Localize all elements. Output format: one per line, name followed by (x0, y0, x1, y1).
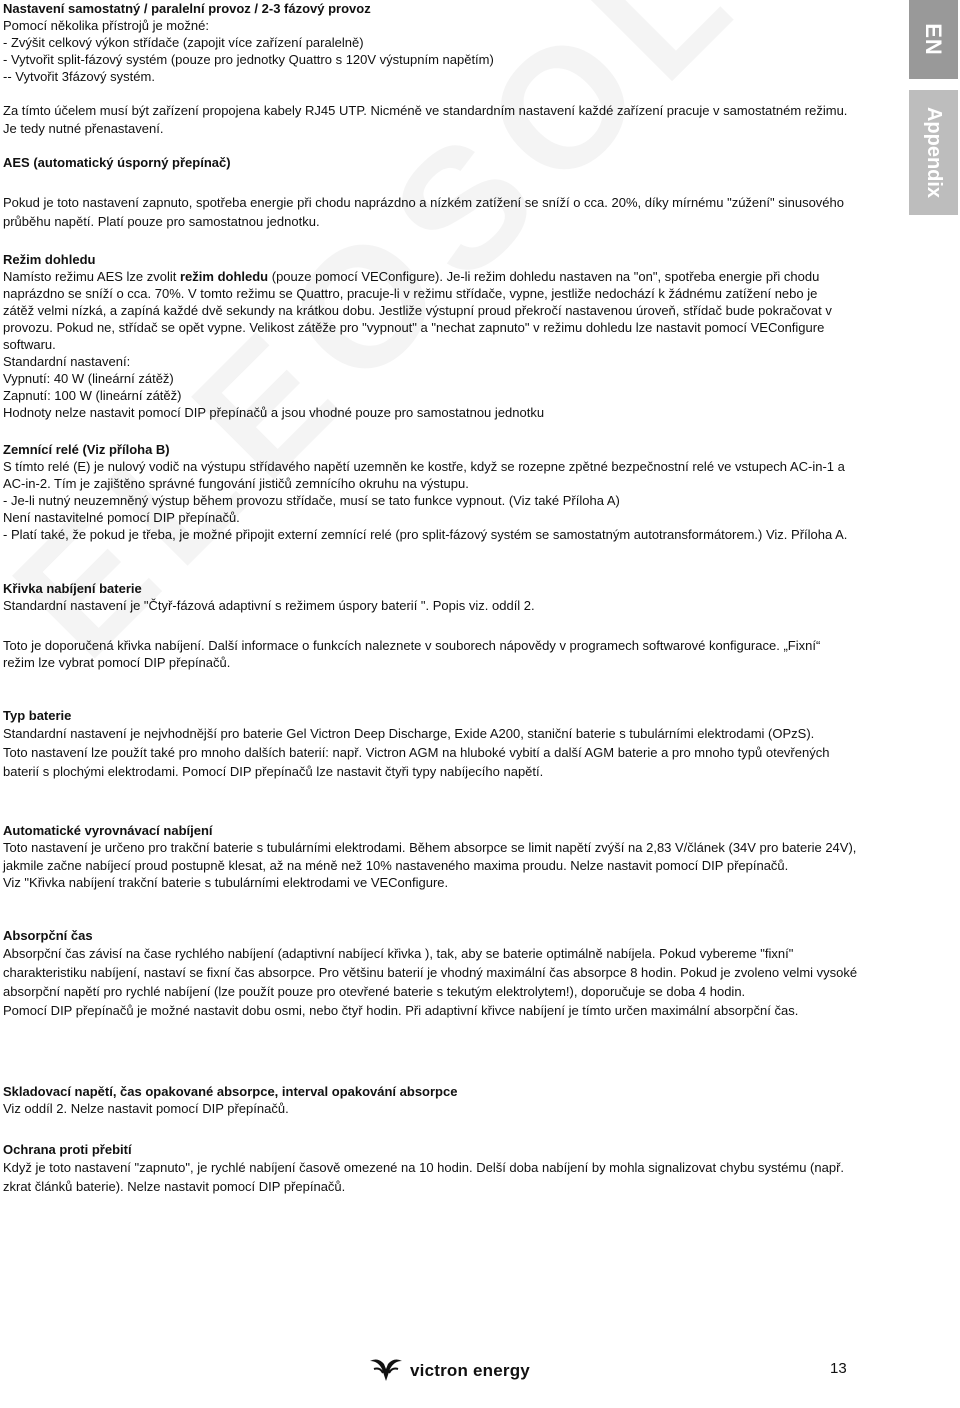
section-title: Absorpční čas (3, 928, 93, 943)
paragraph (3, 193, 848, 231)
text-run: Namísto režimu AES lze zvolit (3, 269, 180, 284)
section-title: Režim dohledu (3, 252, 96, 267)
section-battery-type (3, 707, 848, 724)
brand-name: victron energy (410, 1360, 530, 1380)
paragraph (3, 637, 833, 671)
paragraph-text: Není nastavitelné pomocí DIP přepínačů. (3, 510, 240, 525)
section-title: Nastavení samostatný / paralelní provoz / 2-3 fázový provoz (3, 1, 371, 16)
paragraph (3, 839, 858, 892)
paragraph (3, 944, 863, 1020)
text-line: - Zvýšit celkový výkon střídače (zapojit více zařízení paralelně) (3, 35, 364, 50)
text-line: - Vytvořit split-fázový systém (pouze pro jednotky Quattro s 120V výstupním napětím) (3, 52, 494, 67)
text-line: Zapnutí: 100 W (lineární zátěž) (3, 388, 182, 403)
paragraph-text: Toto je doporučená křivka nabíjení. Další informace o funkcích naleznete v souborech nápovědy v programech softwarové konfigurace. „Fixní“ režim lze vybrat pomocí DIP přepínačů. (3, 638, 821, 670)
section-equalization (3, 822, 848, 839)
paragraph-text: - Platí také, že pokud je třeba, je možné připojit externí zemnící relé (pro split-fázový systém se samostatným autotransformátorem.) Viz. Příloha A. (3, 527, 848, 542)
paragraph-text (3, 268, 843, 353)
paragraph-text: Když je toto nastavení "zapnuto", je rychlé nabíjení časově omezené na 10 hodin. Delší doba nabíjení by mohla signalizovat chybu systému (např. zkrat článků baterie). Nelze nastavit pomocí DIP přepínačů. (3, 1160, 845, 1194)
tab-en: EN (909, 0, 958, 79)
page-number: 13 (830, 1360, 847, 1377)
text-run-bold: režim dohledu (180, 269, 269, 284)
paragraph-text: Standardní nastavení je "Čtyř-fázová adaptivní s režimem úspory baterií ". Popis viz. oddíl 2. (3, 598, 535, 613)
text-line: Standardní nastavení: (3, 354, 131, 369)
section-title: Typ baterie (3, 708, 72, 723)
tab-appendix: Appendix (909, 90, 958, 215)
text-line: Pomocí několika přístrojů je možné: (3, 18, 209, 33)
paragraph (3, 724, 833, 781)
text-line: -- Vytvořit 3fázový systém. (3, 69, 155, 84)
paragraph-text: Pokud je toto nastavení zapnuto, spotřeba energie při chodu naprázdno a nízkém zatížení se sníží o cca. 20%, díky mírnému "zúžení" sinusového průběhu napětí. Platí pouze pro samostatnou jednotku. (3, 195, 844, 229)
paragraph-text: Pomocí DIP přepínačů je možné nastavit dobu osmi, nebo čtyř hodin. Při adaptivní křivce nabíjení je tímto určen maximální absorpční čas. (3, 1003, 799, 1018)
victron-logo-icon (368, 1355, 404, 1385)
section-title: AES (automatický úsporný přepínač) (3, 155, 231, 170)
section-title: Automatické vyrovnávací nabíjení (3, 823, 213, 838)
paragraph-text: Za tímto účelem musí být zařízení propojena kabely RJ45 UTP. Nicméně ve standardním nastavení každé zařízení pracuje v samostatném režimu. Je tedy nutné přenastavení. (3, 103, 848, 136)
paragraph-text: S tímto relé (E) je nulový vodič na výstupu střídavého napětí uzemněn ke kostře, když se rozepne zpětné bezpečnostní relé ve vstupech AC-in-1 a AC-in-2. Tím je zajištěno správné fungování jističů zemnícího okruhu na výstupu. (3, 459, 845, 491)
paragraph-text: Standardní nastavení je nejvhodnější pro baterie Gel Victron Deep Discharge, Exide A200, staniční baterie s tubulárními elektrodami (OPzS). Toto nastavení lze použít také pro mnoho dalších baterií: např. Victron AGM na hluboké vybití a další AGM baterie a pro mnoho typů otevřených baterií s plochými elektrodami. Pomocí DIP přepínačů lze nastavit čtyři typy nabíjecího napětí. (3, 726, 830, 779)
section-ground-relay (3, 441, 853, 543)
section-title: Skladovací napětí, čas opakované absorpce, interval opakování absorpce (3, 1084, 458, 1099)
paragraph-text: Viz oddíl 2. Nelze nastavit pomocí DIP přepínačů. (3, 1101, 289, 1116)
text-run: (pouze pomocí VEConfigure). Je-li režim dohledu nastaven na "on", spotřeba energie při chodu naprázdno se sníží o cca. 70%. V tomto režimu se Quattro, pracuje-li v režimu střídače, vypne, jestliže nedochází k žádnému zatížení nebo je zátěž velmi nízká, a zapíná každé dvě sekundy na krátkou dobu. Jestliže výstupní proud překročí nastavenou úroveň, střídač bude pokračovat v provozu. Pokud ne, střídač se opět vypne. Velikost zátěže pro "vypnout" a "nechat zapnuto" v režimu dohledu lze nastavit pomocí VEConfigure softwaru. (3, 269, 832, 352)
section-title: Zemnící relé (Viz příloha B) (3, 442, 170, 457)
text-line: Vypnutí: 40 W (lineární zátěž) (3, 371, 174, 386)
section-title: Ochrana proti přebití (3, 1142, 132, 1157)
paragraph-text: - Je-li nutný neuzemněný výstup během provozu střídače, musí se tato funkce vypnout. (Viz také Příloha A) (3, 493, 620, 508)
section-search-mode (3, 251, 843, 421)
section-standalone-parallel (3, 0, 848, 85)
paragraph-text: Absorpční čas závisí na čase rychlého nabíjení (adaptivní nabíjecí křivka ), tak, aby se baterie optimálně nabíjela. Pokud vybereme "fixní" charakteristiku nabíjení, nastaví se fixní čas absorpce. Pro většinu baterií je vhodný maximální čas absorpce 8 hodin. Pokud je zvoleno velmi vysoké absorpční napětí pro rychlé nabíjení (lze použít pouze pro otevřené baterie s tekutým elektrolytem!), doporučuje se doba 4 hodin. (3, 946, 858, 999)
text-line: Hodnoty nelze nastavit pomocí DIP přepínačů a jsou vhodné pouze pro samostatnou jednotku (3, 405, 545, 420)
paragraph (3, 102, 853, 138)
section-overcharge (3, 1141, 848, 1158)
section-absorption-time (3, 927, 848, 944)
section-charge-curve (3, 580, 848, 614)
paragraph-text: Viz "Křivka nabíjení trakční baterie s tubulárními elektrodami ve VEConfigure. (3, 875, 449, 890)
paragraph-text: Toto nastavení je určeno pro trakční baterie s tubulárními elektrodami. Během absorpce se limit napětí zvýší na 2,83 V/článek (34V pro baterie 24V), jakmile začne nabíjecí proud postupně klesat, až na méně než 10% nastaveného maxima proudu. Nelze nastavit pomocí DIP přepínačů. (3, 840, 857, 873)
section-aes (3, 154, 848, 171)
section-storage (3, 1083, 848, 1117)
footer-logo (368, 1355, 530, 1385)
paragraph (3, 1158, 848, 1196)
section-title: Křivka nabíjení baterie (3, 581, 142, 596)
